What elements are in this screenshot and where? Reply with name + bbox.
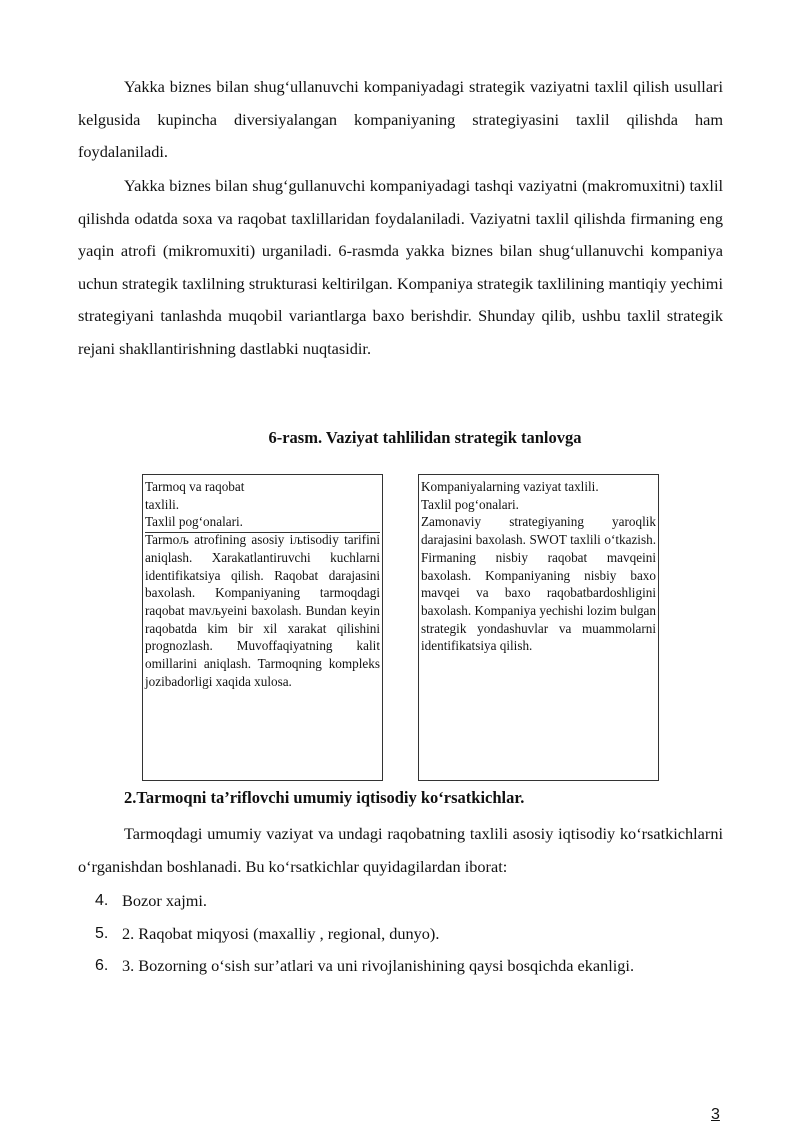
box-title: Tarmoq va raqobat — [145, 479, 245, 494]
list-marker: 4. — [95, 892, 109, 909]
box-title: Kompaniyalarning vaziyat taxlili. — [421, 479, 599, 494]
figure-caption: 6-rasm. Vaziyat tahlilidan strategik tanlovga — [268, 428, 582, 447]
paragraph-indicators: Tarmoqdagi umumiy vaziyat va undagi raqobatning taxlili asosiy iqtisodiy ko‘rsatkichlarni o‘rganishdan boshlanadi. Bu ko‘rsatkichlar quyidagilardan iborat: — [78, 824, 723, 876]
list-item — [95, 950, 723, 983]
list-item — [95, 918, 723, 951]
paragraph-analysis: Yakka biznes bilan shug‘gullanuvchi kompaniyadagi tashqi vaziyatni (makromuxitni) taxlil qilishda odatda soxa va raqobat taxlillaridan foydalaniladi. Vaziyatni taxlil qilishda firmaning eng yaqin atrofi (mikromuxiti) urganiladi. 6-rasmda yakka biznes bilan shug‘ullanuvchi kompaniya uchun strategik taxlilning strukturasi keltirilgan. Kompaniya strategik taxlilining mantiqiy yechimi strategiyani tanlashda muqobil variantlarga baxo berishdir. Shunday qilib, ushbu taxlil strategik rejani shakllantirishning dastlabki nuqtasidir. — [78, 176, 723, 358]
list-item-text: Bozor xajmi. — [122, 891, 208, 910]
figure-box-industry-analysis — [142, 474, 383, 781]
box-body-first — [421, 513, 656, 655]
section-heading: 2.Tarmoqni ta’riflovchi umumiy iqtisodiy ko‘rsatkichlar. — [124, 788, 525, 807]
box-title-continued: taxlili. — [145, 496, 180, 512]
list-item-text: 3. Bozorning o‘sish sur’atlari va uni rivojlanishining qaysi bosqichda ekanligi. — [122, 956, 635, 976]
box-body: Tarmoљ atrofining asosiy iљtisodiy tarifini aniqlash. Xarakatlantiruvchi kuchlarni identifikatsiya qilish. Raqobat darajasini baxolash. Kompaniyaning tarmoqdagi raqobat mavљyeini baxolash. Bundan keyin raqobatda kim bir xil xarakat qilishini prognozlash. Muvoffaqiyatning kalit omillarini aniqlash. Tarmoqning kompleks jozibadorligi xaqida xulosa. — [145, 532, 380, 689]
list-marker: 5. — [95, 924, 109, 942]
box-subtitle: Taxlil pog‘onalari. — [145, 514, 243, 530]
list-item-text: 2. Raqobat miqyosi (maxalliy , regional, dunyo). — [122, 923, 440, 943]
figure-box-company-analysis — [418, 474, 659, 781]
page-number: 3 — [711, 1106, 720, 1123]
indicator-list — [95, 885, 723, 983]
box-subtitle: Taxlil pog‘onalari. — [421, 496, 519, 512]
list-item — [95, 885, 723, 918]
list-marker: 6. — [95, 957, 109, 975]
paragraph-intro: Yakka biznes bilan shug‘ullanuvchi kompaniyadagi strategik vaziyatni taxlil qilish usullari kelgusida kupincha diversiyalangan kompaniyaning strategiyasini taxlil qilishda ham foydalaniladi. — [78, 77, 723, 162]
box-body: Zamonaviy strategiyaning yaroqlik darajasini baxolash. SWOT taxlili o‘tkazish. Firmaning nisbiy raqobat mavqeini baxolash. Kompaniyaning nisbiy baxo mavqei va baxo raqobatbardoshligini baxolash. Kompaniya yechishi lozim bulgan strategik yondashuvlar va muammolarni identifikatsiya qilish. — [421, 514, 656, 654]
